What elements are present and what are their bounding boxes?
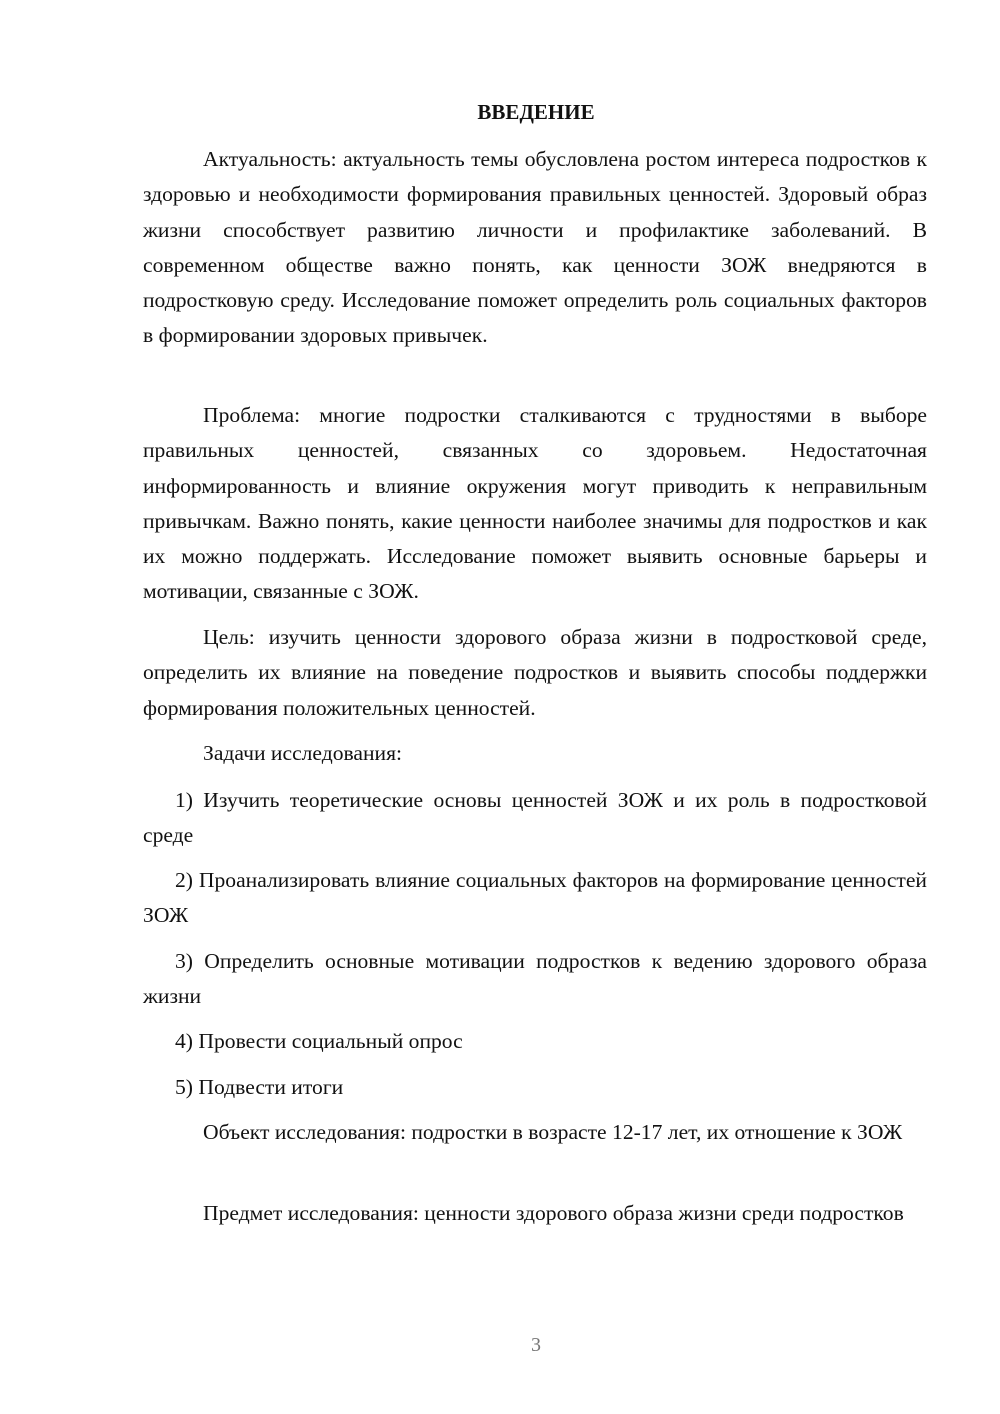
task-item-2: 2) Проанализировать влияние социальных факторов на формирование ценностей ЗОЖ: [143, 868, 927, 927]
paragraph-problem: Проблема: многие подростки сталкиваются с трудностями в выборе правильных ценностей, связанных со здоровьем. Недостаточная информированность и влияние окружения могут приводить к неправильным привычкам. Важно понять, какие ценности наиболее значимы для подростков и как их можно поддержать. Исследование поможет выявить основные барьеры и мотивации, связанные с ЗОЖ.: [143, 403, 927, 604]
paragraph-goal: Цель: изучить ценности здорового образа жизни в подростковой среде, определить их влияние на поведение подростков и выявить способы поддержки формирования положительных ценностей.: [143, 625, 927, 720]
task-item-1: 1) Изучить теоретические основы ценностей ЗОЖ и их роль в подростковой среде: [143, 788, 927, 847]
paragraph-relevance: Актуальность: актуальность темы обусловлена ростом интереса подростков к здоровью и необходимости формирования правильных ценностей. Здоровый образ жизни способствует развитию личности и профилактике заболеваний. В современном обществе важно понять, как ценности ЗОЖ внедряются в подростковую среду. Исследование поможет определить роль социальных факторов в формировании здоровых привычек.: [143, 147, 927, 348]
paragraph-object: Объект исследования: подростки в возрасте 12-17 лет, их отношение к ЗОЖ: [203, 1120, 903, 1144]
page-number: 3: [531, 1334, 541, 1356]
paragraph-subject: Предмет исследования: ценности здорового образа жизни среди подростков: [203, 1201, 904, 1225]
tasks-heading: Задачи исследования:: [203, 741, 403, 765]
page-title: ВВЕДЕНИЕ: [477, 100, 595, 124]
task-item-4: 4) Провести социальный опрос: [175, 1029, 463, 1053]
task-item-3: 3) Определить основные мотивации подростков к ведению здорового образа жизни: [143, 949, 927, 1008]
task-item-5: 5) Подвести итоги: [175, 1075, 344, 1099]
